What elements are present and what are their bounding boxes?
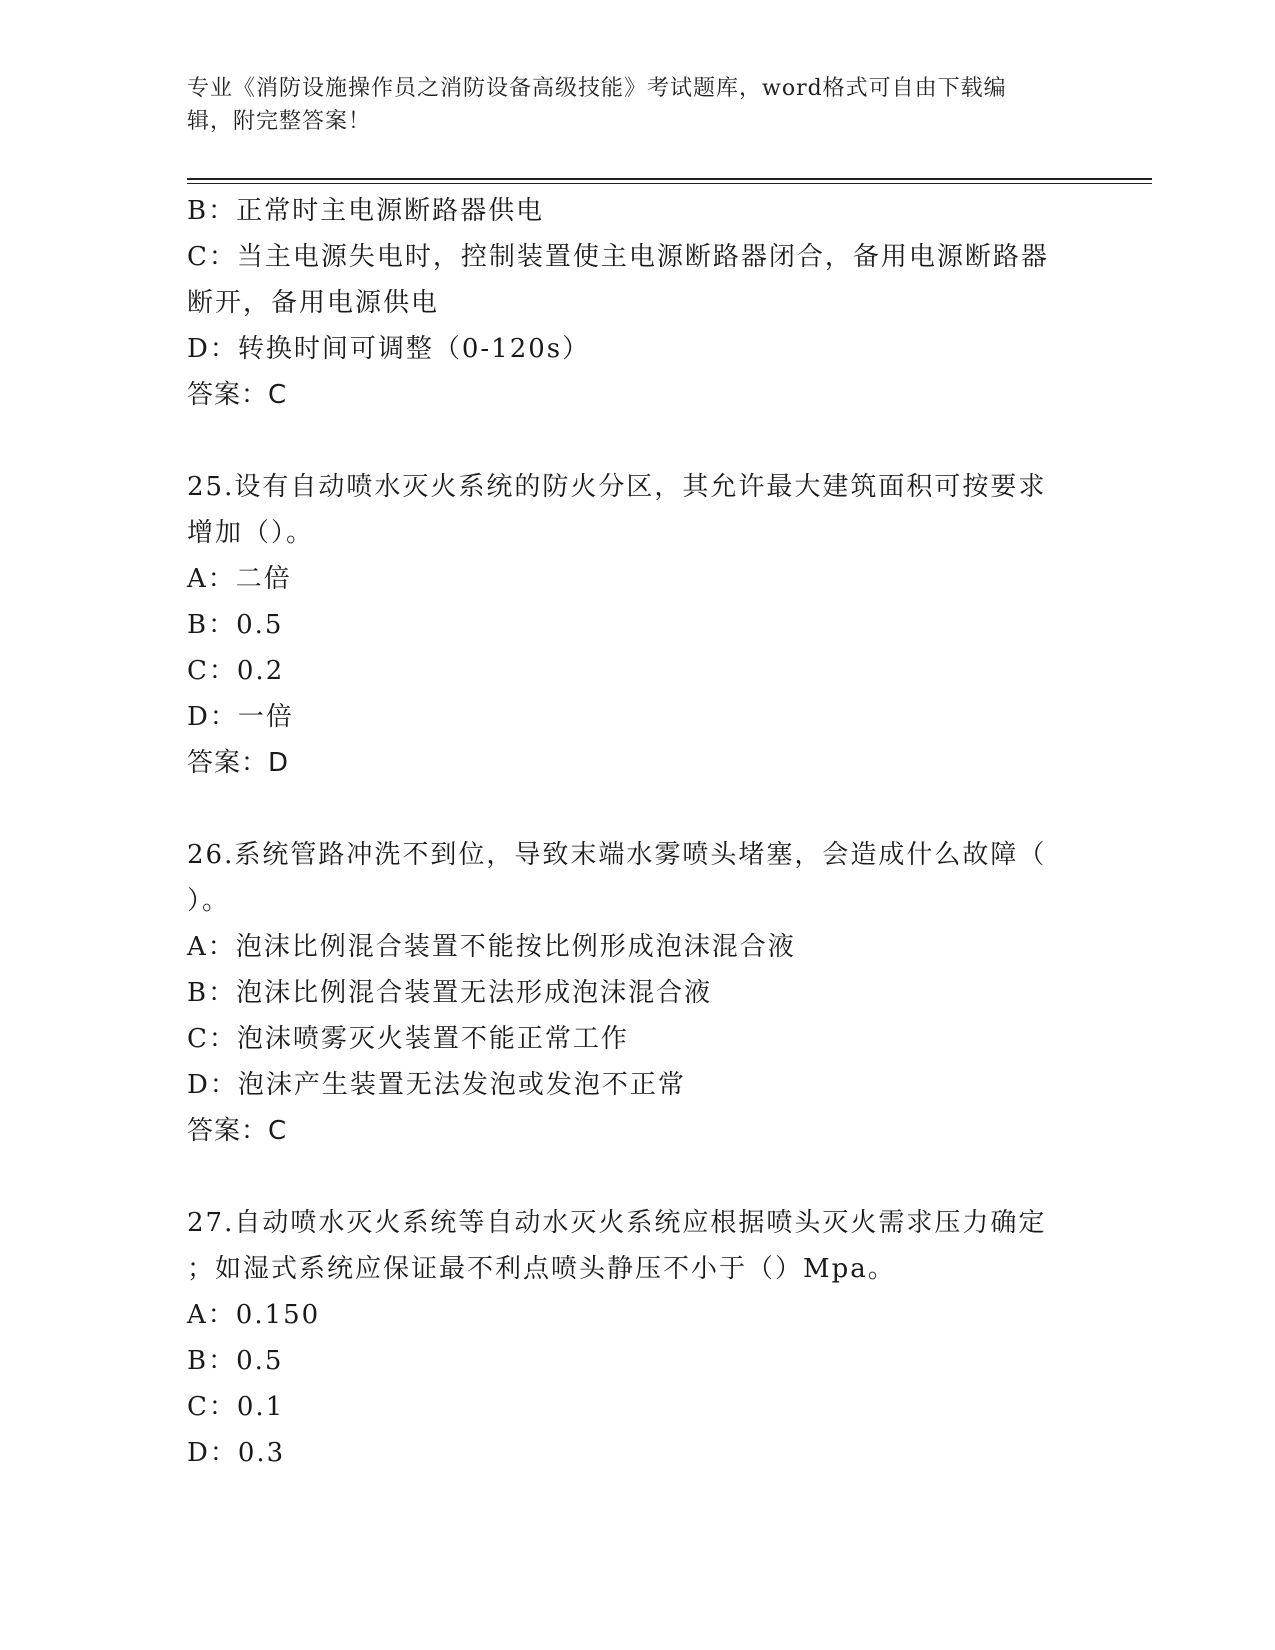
option-d: D：转换时间可调整（0-120s） — [187, 334, 591, 364]
question-stem-line: 25.设有自动喷水灭火系统的防火分区，其允许最大建筑面积可按要求 — [187, 472, 1047, 502]
answer-line: 答案：D — [187, 748, 290, 778]
page-header — [187, 72, 1067, 138]
header-divider — [187, 178, 1152, 180]
question-stem-line: ；如湿式系统应保证最不利点喷头静压不小于（）Mpa。 — [187, 1254, 896, 1284]
header-line-2: 辑，附完整答案！ — [187, 109, 372, 134]
option-c: C：0.2 — [187, 656, 285, 686]
answer-line: 答案：C — [187, 1116, 288, 1146]
question-26 — [187, 832, 1082, 1154]
option-d: D：0.3 — [187, 1438, 286, 1468]
option-c: C：泡沫喷雾灭火装置不能正常工作 — [187, 1024, 629, 1054]
header-line-1: 专业《消防设施操作员之消防设备高级技能》考试题库，word格式可自由下载编 — [187, 76, 1007, 101]
option-a: A：泡沫比例混合装置不能按比例形成泡沫混合液 — [187, 932, 796, 962]
option-b: B：正常时主电源断路器供电 — [187, 196, 545, 226]
question-stem-line: 增加（）。 — [187, 518, 315, 548]
question-stem-line: ）。 — [187, 886, 231, 916]
option-d: D：泡沫产生装置无法发泡或发泡不正常 — [187, 1070, 686, 1100]
question-stem-line: 27.自动喷水灭火系统等自动水灭火系统应根据喷头灭火需求压力确定 — [187, 1208, 1047, 1238]
option-c: C：当主电源失电时，控制装置使主电源断路器闭合，备用电源断路器 — [187, 242, 1049, 272]
answer-line: 答案：C — [187, 380, 288, 410]
option-b: B：0.5 — [187, 1346, 284, 1376]
option-c-continued: 断开，备用电源供电 — [187, 288, 440, 318]
option-a: A：二倍 — [187, 564, 292, 594]
option-b: B：0.5 — [187, 610, 284, 640]
question-27 — [187, 1200, 1082, 1476]
document-body — [187, 188, 1082, 1476]
question-25 — [187, 464, 1082, 786]
option-b: B：泡沫比例混合装置无法形成泡沫混合液 — [187, 978, 713, 1008]
option-d: D：一倍 — [187, 702, 294, 732]
question-24-continuation — [187, 188, 1082, 418]
option-a: A：0.150 — [187, 1300, 321, 1330]
option-c: C：0.1 — [187, 1392, 285, 1422]
question-stem-line: 26.系统管路冲洗不到位，导致末端水雾喷头堵塞，会造成什么故障（ — [187, 840, 1047, 870]
